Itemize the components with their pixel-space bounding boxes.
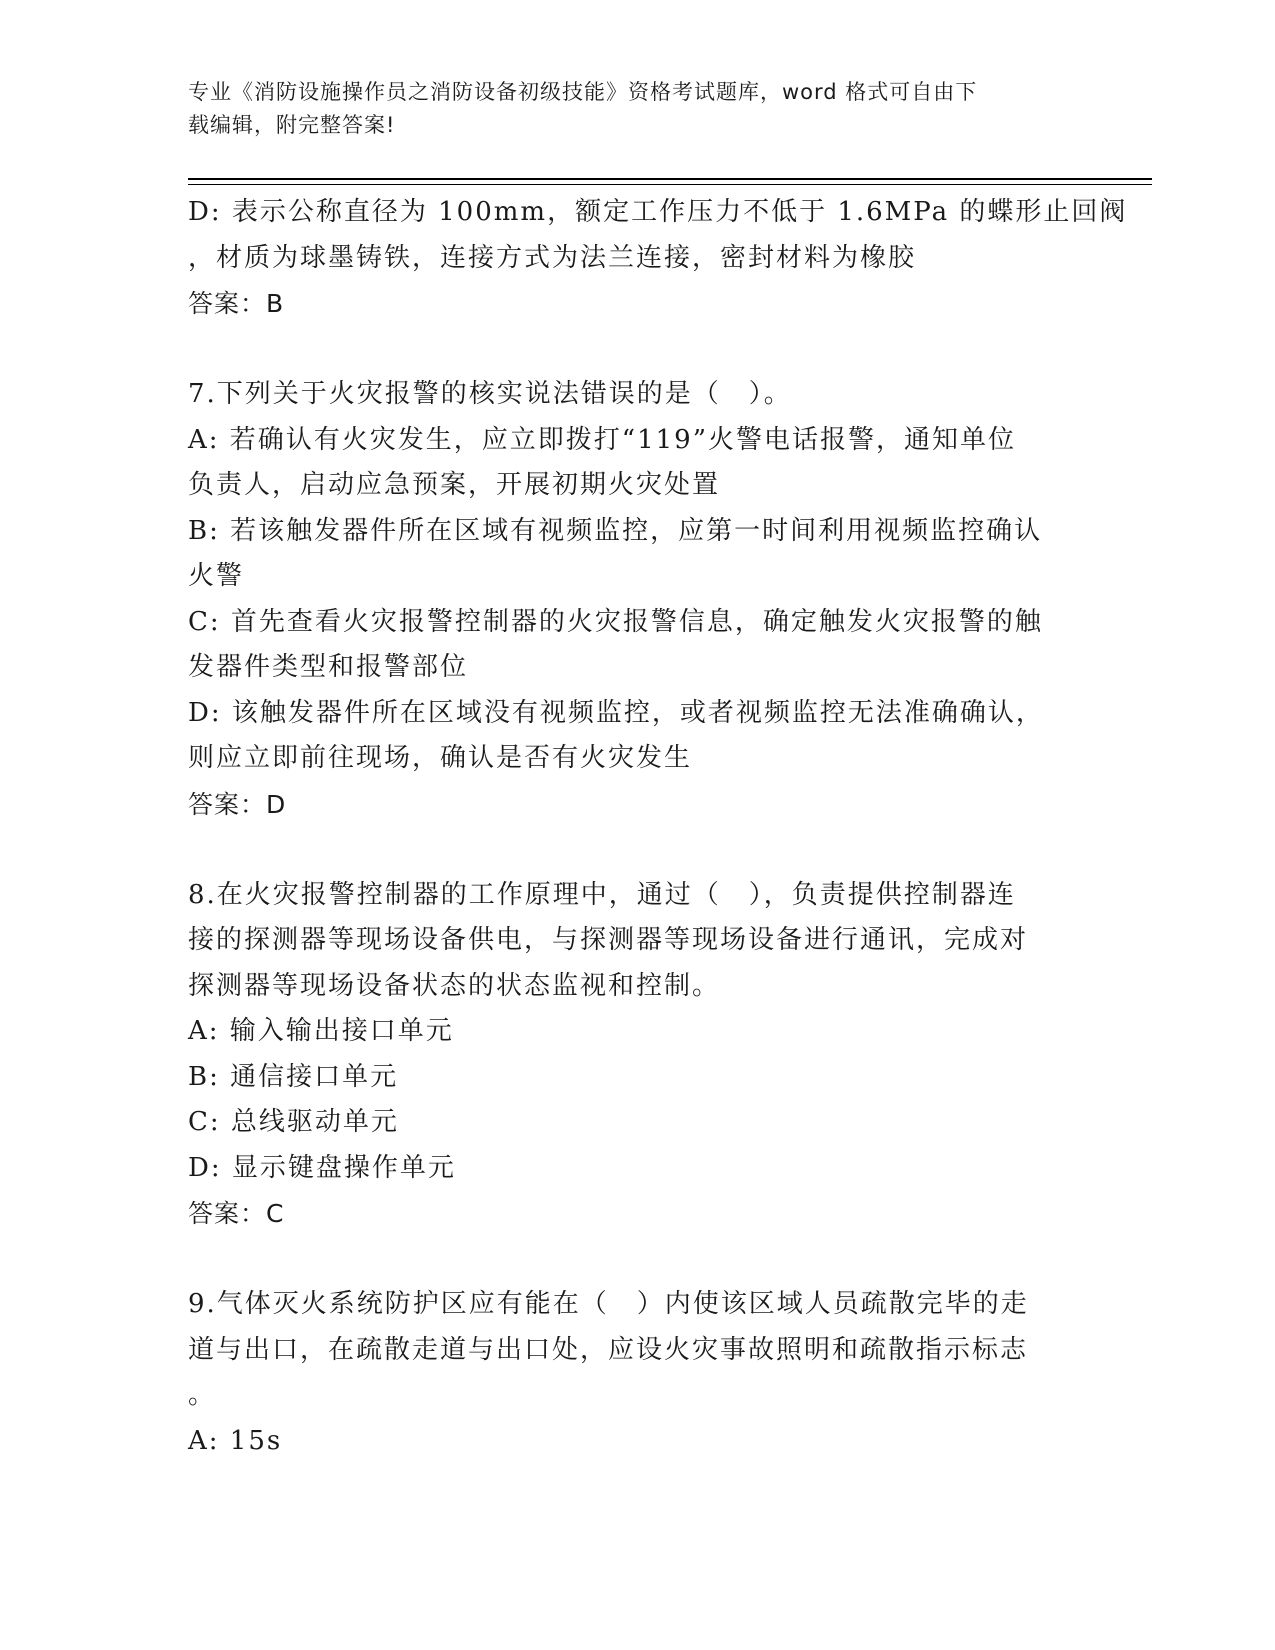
question-stem: 7.下列关于火灾报警的核实说法错误的是（ ）。 [188, 379, 792, 409]
header-line-1: 专业《消防设施操作员之消防设备初级技能》资格考试题库，word 格式可自由下 [188, 80, 978, 104]
header-line-2: 载编辑，附完整答案! [188, 113, 396, 137]
question-8 [188, 873, 1088, 1237]
answer-line: 答案：B [188, 289, 285, 318]
question-9 [188, 1282, 1088, 1464]
question-stem-line-2: 道与出口，在疏散走道与出口处，应设火灾事故照明和疏散指示标志 [188, 1334, 1029, 1365]
question-7 [188, 372, 1088, 827]
document-header [188, 76, 1068, 142]
option-c: C: 总线驱动单元 [188, 1107, 399, 1137]
question-stem-line-2: 接的探测器等现场设备供电，与探测器等现场设备进行通讯，完成对 [188, 925, 1029, 955]
option-a: A: 输入输出接口单元 [188, 1016, 454, 1046]
question-stem-line-3: 探测器等现场设备状态的状态监视和控制。 [188, 970, 721, 1001]
header-divider-thick [188, 178, 1152, 180]
option-a-line-1: A: 若确认有火灾发生，应立即拨打“119”火警电话报警，通知单位 [188, 424, 1017, 455]
spacer [188, 1237, 1088, 1283]
option-d-line-2: ，材质为球墨铸铁，连接方式为法兰连接，密封材料为橡胶 [188, 242, 917, 273]
previous-question [188, 190, 1128, 327]
spacer [188, 827, 1088, 873]
option-b-line-1: B: 若该触发器件所在区域有视频监控，应第一时间利用视频监控确认 [188, 515, 1043, 546]
header-divider-thin [188, 184, 1152, 185]
question-list [188, 190, 1128, 1464]
answer-line: 答案：D [188, 789, 287, 819]
option-d-line-1: D: 该触发器件所在区域没有视频监控，或者视频监控无法准确确认， [188, 697, 1044, 728]
question-stem-line-1: 9.气体灭火系统防护区应有能在（ ）内使该区域人员疏散完毕的走 [188, 1289, 1029, 1319]
option-a-line-2: 负责人，启动应急预案，开展初期火灾处置 [188, 470, 721, 500]
spacer [188, 327, 1088, 373]
option-d: D: 显示键盘操作单元 [188, 1152, 456, 1183]
question-stem-line-3: 。 [188, 1380, 217, 1410]
option-d-line-1: D: 表示公称直径为 100mm，额定工作压力不低于 1.6MPa 的蝶形止回阀 [188, 197, 1128, 227]
option-d-line-2: 则应立即前往现场，确认是否有火灾发生 [188, 743, 693, 773]
option-c-line-2: 发器件类型和报警部位 [188, 652, 469, 682]
option-a: A: 15s [188, 1425, 283, 1456]
option-c-line-1: C: 首先查看火灾报警控制器的火灾报警信息，确定触发火灾报警的触 [188, 606, 1043, 637]
option-b: B: 通信接口单元 [188, 1061, 399, 1092]
question-stem-line-1: 8.在火灾报警控制器的工作原理中，通过（ ），负责提供控制器连 [188, 879, 1016, 910]
option-b-line-2: 火警 [188, 561, 245, 591]
answer-line: 答案：C [188, 1199, 285, 1228]
